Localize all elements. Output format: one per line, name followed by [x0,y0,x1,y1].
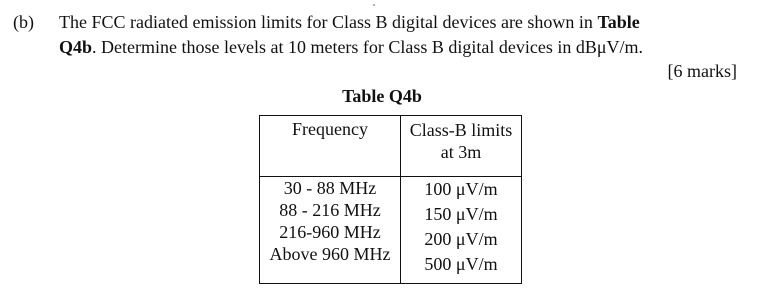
table-title: Table Q4b [342,86,422,106]
frequency-item: Above 960 MHz [269,244,391,264]
limits-table [259,115,522,284]
frequency-cell [260,177,401,284]
table-ref-bold-2: Q4b [59,37,93,57]
header-limits-line-1: Class-B limits [409,120,513,140]
limit-item: 150 μV/m [424,204,498,224]
part-label: (b) [13,12,34,32]
question-line-1 [59,12,640,33]
limit-item: 500 μV/m [424,254,498,274]
limit-item: 200 μV/m [424,229,498,249]
stray-dot [373,4,375,6]
marks-label: [6 marks] [667,61,737,81]
limit-item: 100 μV/m [424,179,498,199]
table-ref-bold-1: Table [597,12,640,32]
question-text-2: . Determine those levels at 10 meters for Class B digital devices in dBμV/m. [92,37,644,57]
header-limits [401,116,522,177]
frequency-item: 216-960 MHz [279,222,381,242]
header-limits-line-2: at 3m [440,142,482,162]
table-header-row [260,116,522,177]
header-frequency [260,116,401,177]
frequency-item: 30 - 88 MHz [283,178,377,198]
limits-cell [401,177,522,284]
question-line-2 [59,37,643,58]
header-frequency-label: Frequency [292,119,368,139]
frequency-item: 88 - 216 MHz [279,200,381,220]
table-body-row [260,177,522,284]
question-text-1: The FCC radiated emission limits for Class B digital devices are shown in [59,12,598,32]
